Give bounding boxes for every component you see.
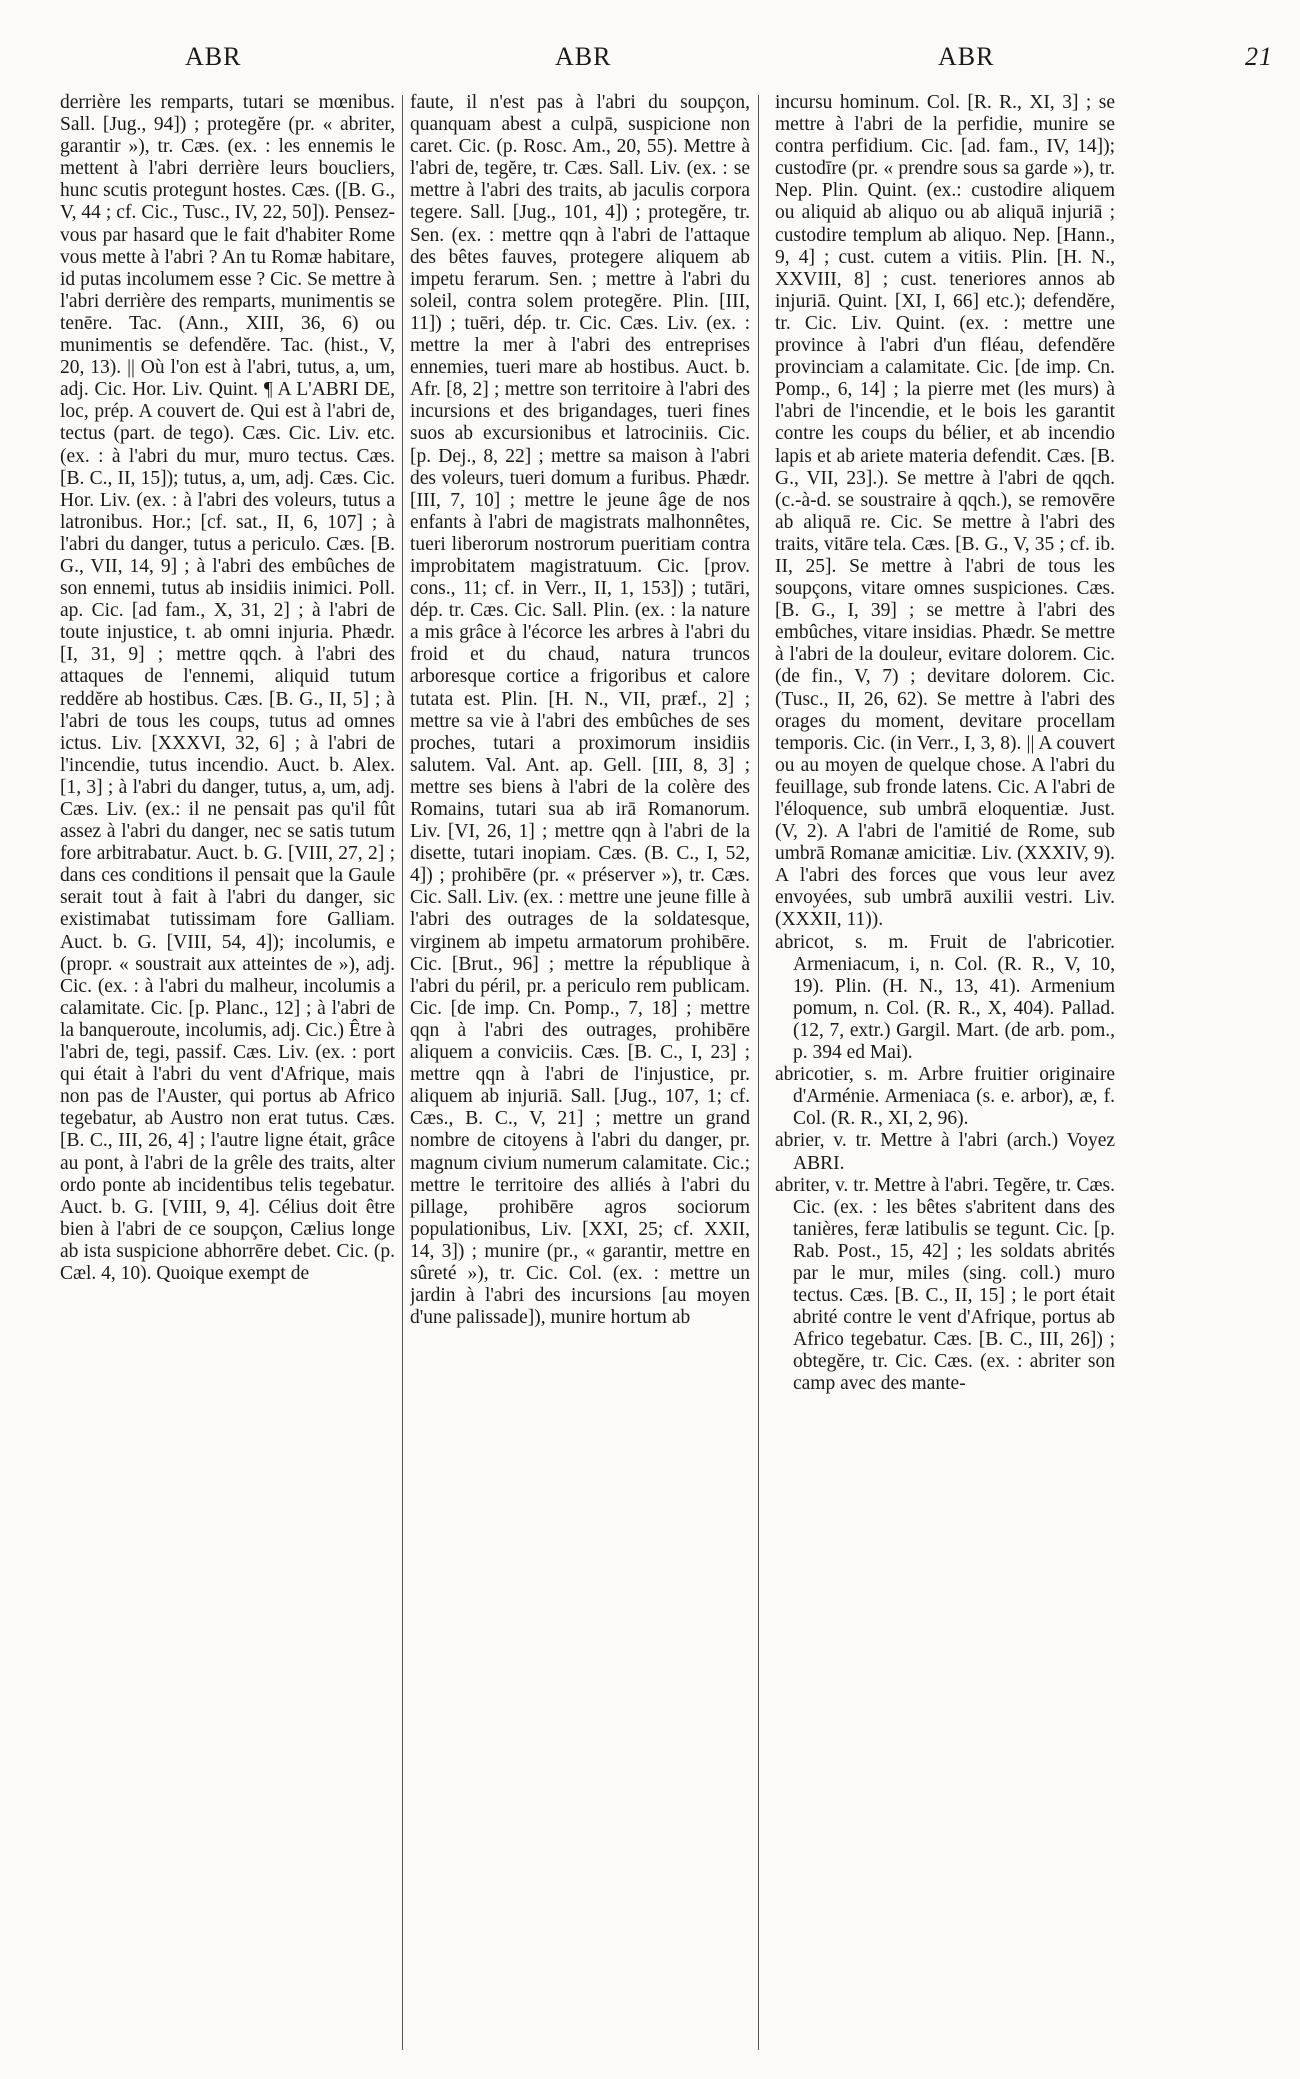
entry-abriter: abriter, v. tr. Mettre à l'abri. Tegĕre, tr. Cæs. Cic. (ex. : les bêtes s'abritent dans des tanières, feræ latibulis se tegunt. Cic. [p. Rab. Post., 15, 42] ; les soldats abrités par le mur, miles (sing. coll.) muro tectus. Cæs. [B. C., II, 15] ; le port était abrité contre le vent d'Afrique, portus ab Africo tegebatur. Cæs. [B. C., III, 26]) ; obtegĕre, tr. Cic. Cæs. (ex. : abriter son camp avec des mante- [775, 1174, 1115, 1395]
running-head-right: ABR [938, 42, 995, 71]
entry-abricot: abricot, s. m. Fruit de l'abricotier. Armeniacum, i, n. Col. (R. R., V, 10, 19). Plin. (H. N., 13, 41). Armenium pomum, n. Col. (R. R., X, 404). Pallad. (12, 7, extr.) Gargil. Mart. (de arb. pom., p. 394 ed Mai). [775, 931, 1115, 1064]
column-middle [410, 92, 750, 2052]
running-head [0, 42, 1300, 82]
column-right [775, 92, 1115, 2052]
column-text: faute, il n'est pas à l'abri du soupçon, quanquam abest a culpā, suspicione non caret. Cic. (p. Rosc. Am., 20, 55). Mettre à l'abri de, tegĕre, tr. Cæs. Sall. Liv. (ex. : se mettre à l'abri des traits, ab jaculis corpora tegere. Sall. [Jug., 101, 4]) ; protegĕre, tr. Sen. (ex. : mettre qqn à l'abri de l'attaque des bêtes fauves, protegere aliquem ab impetu ferarum. Sen. ; mettre à l'abri du soleil, contra solem protegĕre. Plin. [III, 11]) ; tuēri, dép. tr. Cic. Cæs. Liv. (ex. : mettre la mer à l'abri des entreprises ennemies, tueri mare ab hostibus. Auct. b. Afr. [8, 2] ; mettre son territoire à l'abri des incursions et des brigandages, tueri fines suos ab excursionibus et latrociniis. Cic. [p. Dej., 8, 22] ; mettre sa maison à l'abri des voleurs, tueri domum a furibus. Phædr. [III, 7, 10] ; mettre le jeune âge de nos enfants à l'abri de magistrats malhonnêtes, tueri liberorum nostrorum pueritiam contra improbitatem magistratuum. Cic. [prov. cons., 11; cf. in Verr., II, 1, 153]) ; tutāri, dép. tr. Cæs. Cic. Sall. Plin. (ex. : la nature a mis grâce à l'écorce les arbres à l'abri du froid et du chaud, natura truncos arboresque cortice a frigoribus et calore tutata est. Plin. [H. N., VII, præf., 2] ; mettre sa vie à l'abri des embûches de ses proches, tutari a proximorum insidiis salutem. Val. Ant. ap. Gell. [III, 8, 3] ; mettre ses biens à l'abri de la colère des Romains, tutari sua ab irā Romanorum. Liv. [VI, 26, 1] ; mettre qqn à l'abri de la disette, tutari inopiam. Cæs. (B. C., I, 52, 4]) ; prohibēre (pr. « préserver »), tr. Cæs. Cic. Sall. Liv. (ex. : mettre une jeune fille à l'abri des outrages de la soldatesque, virginem ab impetu armatorum prohibēre. Cic. [Brut., 96] ; mettre la république à l'abri du péril, pr. a periculo rem publicam. Cic. [de imp. Cn. Pomp., 7, 18] ; mettre qqn à l'abri des outrages, prohibēre aliquem a conviciis. Cæs. [B. C., I, 23] ; mettre qqn à l'abri de l'injustice, pr. aliquem ab injuriā. Sall. [Jug., 107, 1; cf. Cæs., B. C., V, 21] ; mettre un grand nombre de citoyens à l'abri du danger, pr. magnum civium numerum calamitate. Cic.; mettre le territoire des alliés à l'abri du pillage, prohibēre agros sociorum populationibus, Liv. [XXI, 25; cf. XXII, 14, 3]) ; munire (pr., « garantir, mettre en sûreté »), tr. Cic. Col. (ex. : mettre un jardin à l'abri des incursions [au moyen d'une palissade]), munire hortum ab [410, 92, 750, 1329]
column-divider [758, 95, 759, 2050]
column-divider [402, 95, 403, 2050]
entry-abricotier: abricotier, s. m. Arbre fruitier originaire d'Arménie. Armeniaca (s. e. arbor), æ, f. Col. (R. R., XI, 2, 96). [775, 1064, 1115, 1130]
column-text: incursu hominum. Col. [R. R., XI, 3] ; se mettre à l'abri de la perfidie, munire se contra perfidium. Cic. [ad. fam., IV, 14]); custodīre (pr. « prendre sous sa garde »), tr. Nep. Plin. Quint. (ex.: custodire aliquem ou aliquid ab aliquo ou ab aliquā injuriā ; custodire templum ab aliquo. Nep. [Hann., 9, 4] ; cust. cutem a vitiis. Plin. [H. N., XXVIII, 8] ; cust. teneriores annos ab injuriā. Quint. [XI, I, 66] etc.); defendĕre, tr. Cic. Liv. Quint. (ex. : mettre une province à l'abri d'un fléau, defendĕre provinciam a calamitate. Cic. [de imp. Cn. Pomp., 6, 14] ; la pierre met (les murs) à l'abri de l'incendie, et le bois les garantit contre les coups du bélier, et ab incendio lapis et ab ariete materia defendit. Cæs. [B. G., VII, 23].). Se mettre à l'abri de qqch. (c.-à-d. se soustraire à qqch.), se removēre ab aliquā re. Cic. Se mettre à l'abri des traits, vitāre tela. Cæs. [B. G., V, 35 ; cf. ib. II, 25]. Se mettre à l'abri de tous les soupçons, vitare omnes suspiciones. Cæs. [B. G., I, 39] ; se mettre à l'abri des embûches, vitare insidias. Phædr. Se mettre à l'abri de la douleur, evitare dolorem. Cic. (de fin., V, 7) ; devitare dolorem. Cic. (Tusc., II, 26, 62). Se mettre à l'abri des orages du moment, devitare procellam temporis. Cic. (in Verr., I, 3, 8). || A couvert ou au moyen de quelque chose. A l'abri du feuillage, sub fronde latens. Cic. A l'abri de l'éloquence, sub umbrā eloquentiæ. Just. (V, 2). A l'abri de l'amitié de Rome, sub umbrā Romanæ amicitiæ. Liv. (XXXIV, 9). A l'abri des forces que vous leur avez envoyées, sub umbrā auxilii vestri. Liv. (XXXII, 11)). [775, 92, 1115, 931]
column-left [60, 92, 395, 2052]
running-head-center: ABR [555, 42, 612, 71]
running-head-left: ABR [185, 42, 242, 71]
entry-abrier: abrier, v. tr. Mettre à l'abri (arch.) Voyez ABRI. [775, 1130, 1115, 1174]
page-number: 21 [1245, 42, 1273, 71]
column-text: derrière les remparts, tutari se mœnibus. Sall. [Jug., 94]) ; protegĕre (pr. « abriter, garantir »), tr. Cæs. (ex. : les ennemis le mettent à l'abri derrière leurs boucliers, hunc scutis protegunt hostes. Cæs. ([B. G., V, 44 ; cf. Cic., Tusc., IV, 22, 50]). Pensez-vous par hasard que le fait d'habiter Rome vous mette à l'abri ? An tu Romæ habitare, id putas incolumem esse ? Cic. Se mettre à l'abri derrière des remparts, munimentis se tenēre. Tac. (Ann., XIII, 36, 6) ou munimentis se defendĕre. Tac. (hist., V, 20, 13). || Où l'on est à l'abri, tutus, a, um, adj. Cic. Hor. Liv. Quint. ¶ A L'ABRI DE, loc, prép. A couvert de. Qui est à l'abri de, tectus (part. de tego). Cæs. Cic. Liv. etc. (ex. : à l'abri du mur, muro tectus. Cæs. [B. C., II, 15]); tutus, a, um, adj. Cæs. Cic. Hor. Liv. (ex. : à l'abri des voleurs, tutus a latronibus. Hor.; [cf. sat., II, 6, 107] ; à l'abri du danger, tutus a periculo. Cæs. [B. G., VII, 14, 9] ; à l'abri des embûches de son ennemi, tutus ab insidiis inimici. Poll. ap. Cic. [ad fam., X, 31, 2] ; à l'abri de toute injustice, t. ab omni injuria. Phædr. [I, 31, 9] ; mettre qqch. à l'abri des attaques de l'ennemi, aliquid tutum reddĕre ab hostibus. Cæs. [B. G., II, 5] ; à l'abri de tous les coups, tutus ad omnes ictus. Liv. [XXXVI, 32, 6] ; à l'abri de l'incendie, tutus incendio. Auct. b. Alex. [1, 3] ; à l'abri du danger, tutus, a, um, adj. Cæs. Liv. (ex.: il ne pensait pas qu'il fût assez à l'abri du danger, nec se satis tutum fore arbitrabatur. Auct. b. G. [VIII, 27, 2] ; dans ces conditions il pensait que la Gaule serait tout à fait à l'abri du danger, sic existimabat tutissimam fore Galliam. Auct. b. G. [VIII, 54, 4]); incolumis, e (propr. « soustrait aux atteintes de »), adj. Cic. (ex. : à l'abri du malheur, incolumis a calamitate. Cic. [p. Planc., 12] ; à l'abri de la banqueroute, incolumis, adj. Cic.) Être à l'abri de, tegi, passif. Cæs. Liv. (ex. : port qui était à l'abri du vent d'Afrique, mais non pas de l'Auster, qui portus ab Africo tegebatur, ab Austro non erat tutus. Cæs. [B. C., III, 26, 4] ; l'autre ligne était, grâce au pont, à l'abri de la grêle des traits, alter ordo ponte ab incidentibus telis tegebatur. Auct. b. G. [VIII, 9, 4]. Célius doit être bien à l'abri de ce soupçon, Cælius longe ab ista suspicione abhorrēre debet. Cic. (p. Cæl. 4, 10). Quoique exempt de [60, 92, 395, 1284]
